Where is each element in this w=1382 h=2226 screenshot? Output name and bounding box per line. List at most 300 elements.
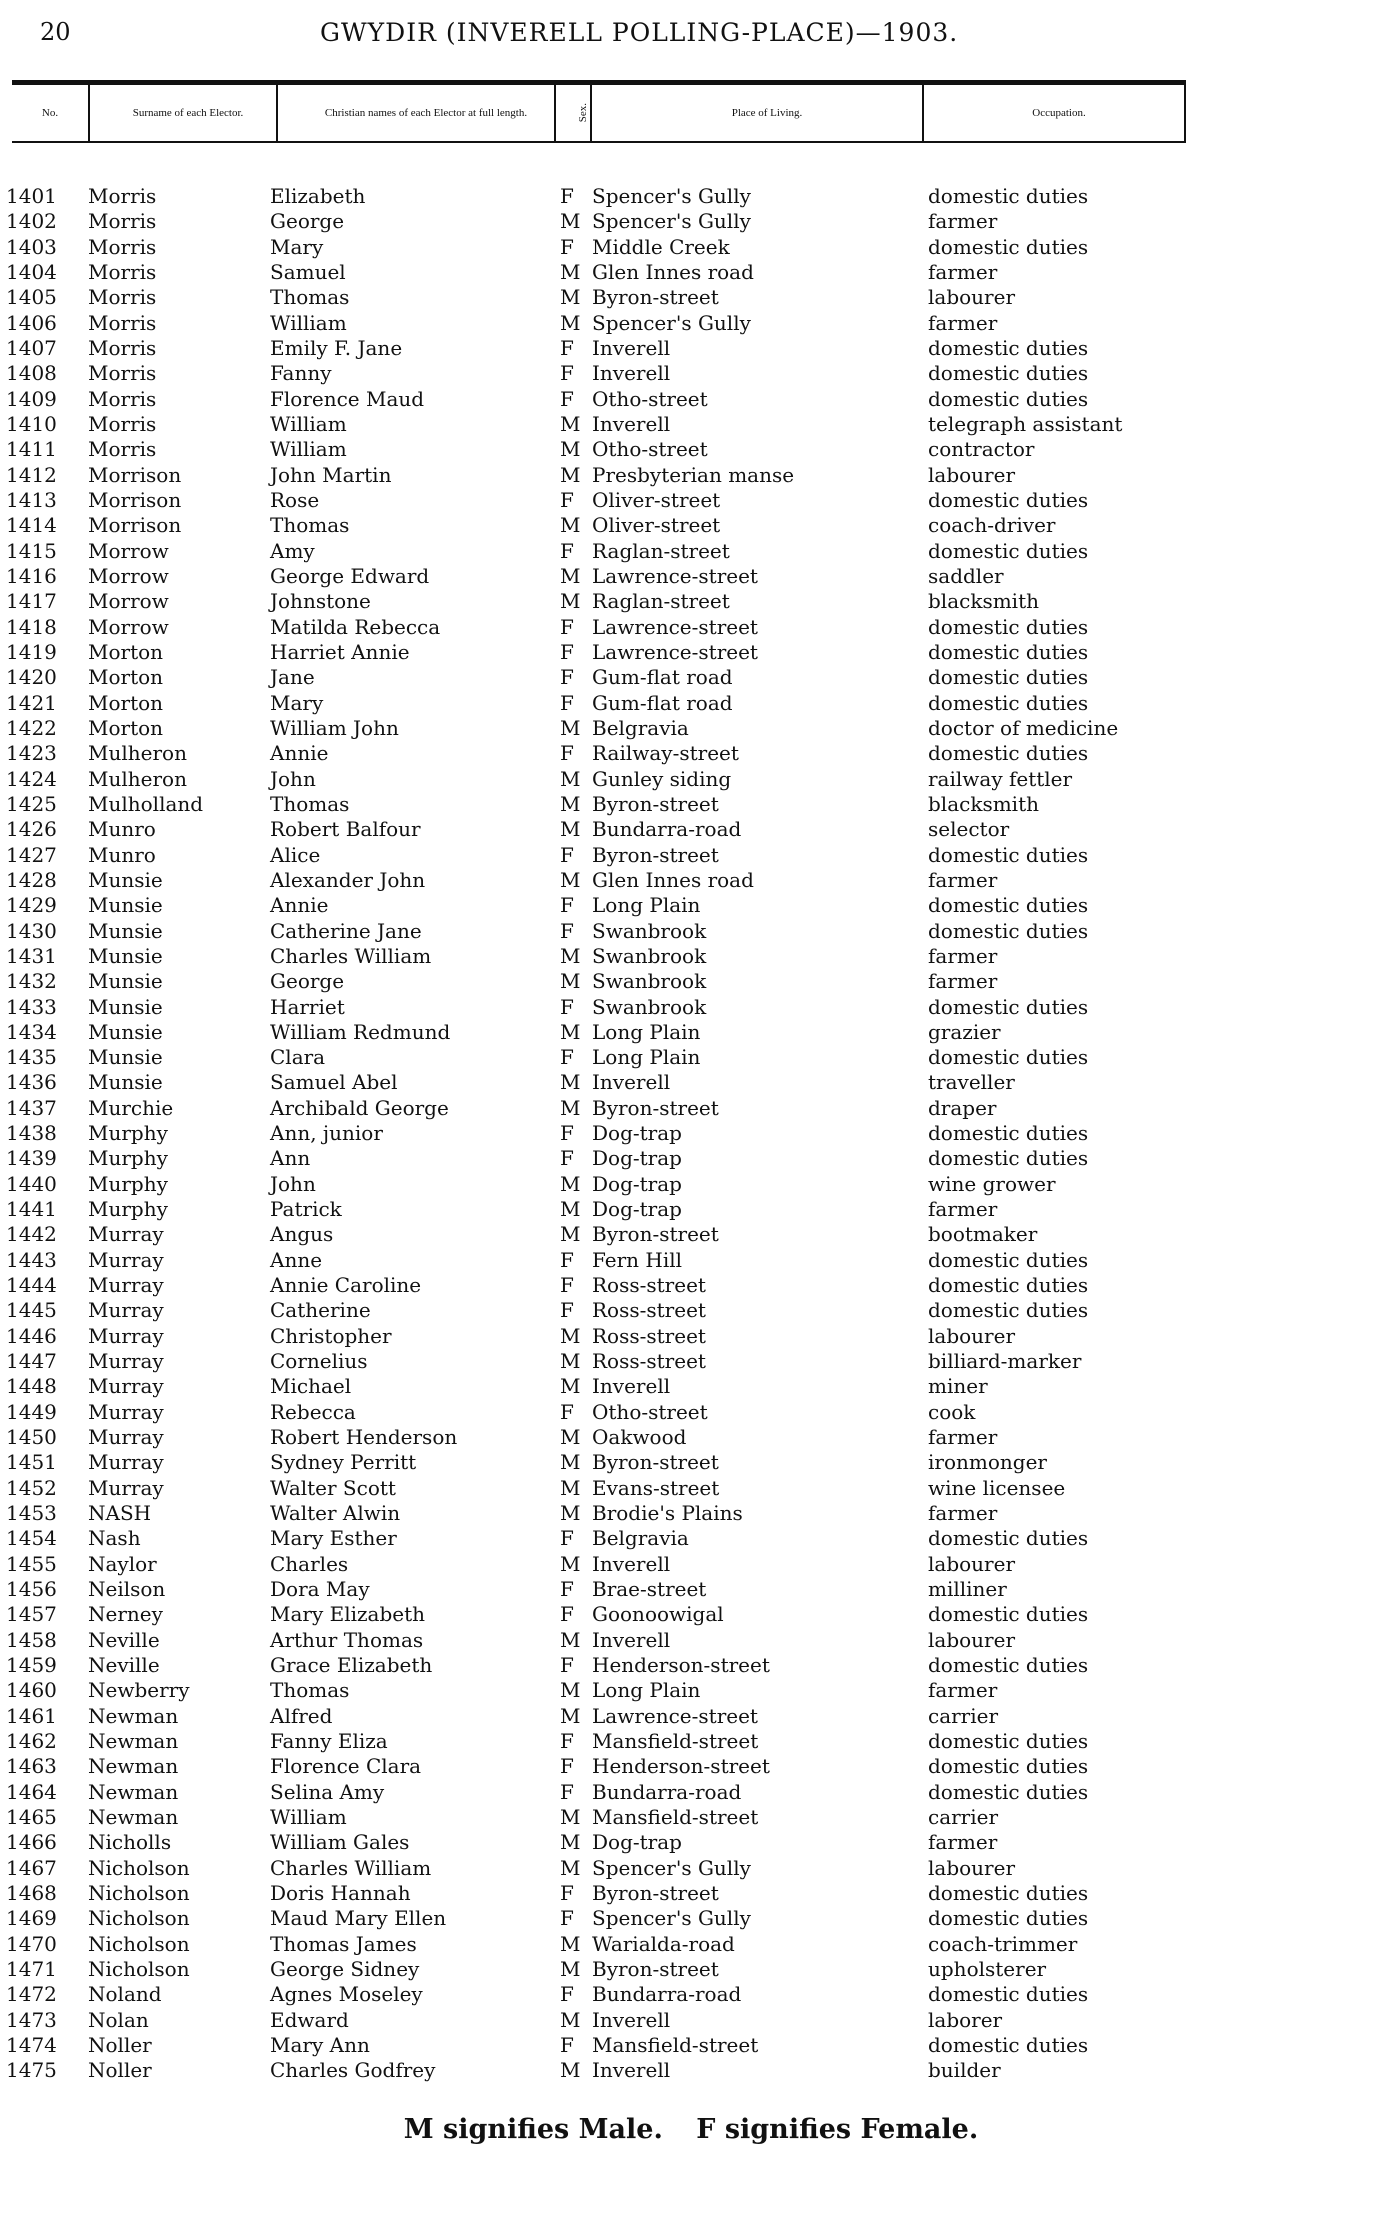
elector-christian-names: Thomas	[270, 791, 350, 816]
elector-place-of-living: Dog-trap	[592, 1146, 682, 1171]
elector-place-of-living: Dog-trap	[592, 1121, 682, 1146]
elector-christian-names: Mary	[270, 690, 324, 715]
elector-surname: Morrison	[88, 513, 182, 538]
elector-christian-names: Rose	[270, 487, 320, 512]
elector-occupation: bootmaker	[928, 1222, 1038, 1247]
header-place: Place of Living.	[731, 106, 803, 119]
table-row	[0, 1628, 1382, 1653]
elector-number: 1449	[6, 1399, 57, 1424]
table-row	[0, 1096, 1382, 1121]
elector-sex: M	[560, 1703, 581, 1728]
elector-christian-names: William	[270, 411, 347, 436]
elector-surname: NASH	[88, 1501, 152, 1526]
elector-sex: F	[560, 1880, 574, 1905]
elector-place-of-living: Belgravia	[592, 1526, 689, 1551]
page-title: GWYDIR (INVERELL POLLING-PLACE)—1903.	[320, 18, 959, 47]
elector-place-of-living: Fern Hill	[592, 1247, 683, 1272]
elector-christian-names: William Gales	[270, 1830, 410, 1855]
elector-place-of-living: Byron-street	[592, 1095, 719, 1120]
table-row	[0, 1349, 1382, 1374]
elector-sex: F	[560, 665, 574, 690]
elector-surname: Newman	[88, 1779, 179, 1804]
table-row	[0, 1704, 1382, 1729]
table-row	[0, 488, 1382, 513]
table-row	[0, 691, 1382, 716]
elector-surname: Munsie	[88, 1070, 163, 1095]
elector-number: 1415	[6, 538, 57, 563]
elector-christian-names: Walter Scott	[270, 1475, 396, 1500]
elector-sex: M	[560, 1830, 581, 1855]
elector-sex: F	[560, 1298, 574, 1323]
elector-number: 1419	[6, 639, 57, 664]
elector-christian-names: George	[270, 969, 345, 994]
elector-christian-names: Fanny	[270, 361, 332, 386]
elector-christian-names: Mary	[270, 234, 324, 259]
elector-surname: Murray	[88, 1374, 164, 1399]
elector-place-of-living: Brae-street	[592, 1577, 707, 1602]
table-row	[0, 1121, 1382, 1146]
table-row	[0, 741, 1382, 766]
elector-sex: M	[560, 2058, 581, 2083]
elector-occupation: domestic duties	[928, 184, 1089, 208]
elector-number: 1463	[6, 1754, 57, 1779]
elector-place-of-living: Lawrence-street	[592, 563, 758, 588]
elector-place-of-living: Inverell	[592, 2007, 671, 2032]
elector-sex: F	[560, 2032, 574, 2057]
elector-place-of-living: Goonoowigal	[592, 1602, 724, 1627]
elector-number: 1469	[6, 1906, 57, 1931]
elector-occupation: farmer	[928, 1197, 998, 1222]
elector-number: 1447	[6, 1349, 57, 1374]
elector-christian-names: Mary Elizabeth	[270, 1602, 426, 1627]
elector-christian-names: William	[270, 310, 347, 335]
table-row	[0, 463, 1382, 488]
elector-number: 1471	[6, 1956, 57, 1981]
table-row	[0, 1501, 1382, 1526]
elector-surname: Newman	[88, 1754, 179, 1779]
table-row	[0, 1248, 1382, 1273]
elector-sex: M	[560, 1501, 581, 1526]
elector-surname: Nicholson	[88, 1880, 190, 1905]
elector-surname: Murphy	[88, 1121, 168, 1146]
table-row	[0, 311, 1382, 336]
elector-occupation: blacksmith	[928, 791, 1039, 816]
elector-number: 1428	[6, 867, 57, 892]
elector-sex: M	[560, 1019, 581, 1044]
elector-surname: Morris	[88, 234, 157, 259]
elector-occupation: domestic duties	[928, 994, 1089, 1019]
elector-number: 1472	[6, 1982, 57, 2007]
elector-sex: F	[560, 184, 574, 208]
elector-number: 1426	[6, 817, 57, 842]
elector-number: 1403	[6, 234, 57, 259]
elector-christian-names: Doris Hannah	[270, 1880, 411, 1905]
elector-surname: Nicholls	[88, 1830, 172, 1855]
elector-occupation: domestic duties	[928, 1121, 1089, 1146]
elector-sex: F	[560, 1577, 574, 1602]
elector-surname: Munsie	[88, 893, 163, 918]
elector-surname: Munsie	[88, 969, 163, 994]
elector-occupation: farmer	[928, 943, 998, 968]
elector-place-of-living: Byron-street	[592, 1880, 719, 1905]
elector-place-of-living: Raglan-street	[592, 589, 730, 614]
elector-sex: M	[560, 1349, 581, 1374]
elector-sex: M	[560, 1551, 581, 1576]
elector-sex: F	[560, 335, 574, 360]
elector-occupation: labourer	[928, 1627, 1016, 1652]
elector-place-of-living: Inverell	[592, 1627, 671, 1652]
elector-place-of-living: Swanbrook	[592, 969, 707, 994]
elector-sex: F	[560, 1273, 574, 1298]
elector-place-of-living: Inverell	[592, 361, 671, 386]
elector-occupation: miner	[928, 1374, 988, 1399]
elector-sex: F	[560, 361, 574, 386]
elector-surname: Newman	[88, 1703, 179, 1728]
elector-place-of-living: Lawrence-street	[592, 639, 758, 664]
elector-occupation: farmer	[928, 1678, 998, 1703]
elector-christian-names: Harriet	[270, 994, 345, 1019]
elector-surname: Noland	[88, 1982, 162, 2007]
elector-christian-names: William	[270, 437, 347, 462]
elector-sex: M	[560, 715, 581, 740]
table-row	[0, 1324, 1382, 1349]
elector-number: 1410	[6, 411, 57, 436]
elector-occupation: farmer	[928, 1425, 998, 1450]
header-sex	[566, 85, 600, 141]
elector-surname: Munro	[88, 817, 156, 842]
elector-sex: M	[560, 2007, 581, 2032]
table-row	[0, 513, 1382, 538]
page-number: 20	[40, 18, 71, 46]
elector-number: 1456	[6, 1577, 57, 1602]
elector-sex: F	[560, 1526, 574, 1551]
elector-surname: Morton	[88, 639, 164, 664]
elector-surname: Morris	[88, 361, 157, 386]
elector-sex: M	[560, 1374, 581, 1399]
elector-occupation: domestic duties	[928, 1247, 1089, 1272]
header-divider	[88, 85, 90, 141]
elector-surname: Newman	[88, 1805, 179, 1829]
elector-place-of-living: Evans-street	[592, 1475, 720, 1500]
elector-place-of-living: Mansfield-street	[592, 1729, 759, 1754]
elector-sex: F	[560, 842, 574, 867]
elector-place-of-living: Dog-trap	[592, 1197, 682, 1222]
elector-occupation: domestic duties	[928, 1653, 1089, 1678]
table-row	[0, 843, 1382, 868]
elector-sex: M	[560, 1931, 581, 1956]
elector-number: 1420	[6, 665, 57, 690]
table-row	[0, 1729, 1382, 1754]
table-row	[0, 1197, 1382, 1222]
elector-christian-names: Florence Maud	[270, 386, 425, 411]
elector-place-of-living: Inverell	[592, 1374, 671, 1399]
elector-christian-names: Harriet Annie	[270, 639, 410, 664]
elector-christian-names: John Martin	[270, 462, 392, 487]
elector-surname: Morris	[88, 386, 157, 411]
elector-surname: Morton	[88, 665, 164, 690]
elector-number: 1438	[6, 1121, 57, 1146]
table-row	[0, 2008, 1382, 2033]
elector-number: 1407	[6, 335, 57, 360]
header-occupation: Occupation.	[1032, 106, 1086, 119]
elector-surname: Morris	[88, 411, 157, 436]
elector-place-of-living: Otho-street	[592, 1399, 708, 1424]
elector-surname: Morris	[88, 437, 157, 462]
elector-sex: F	[560, 1247, 574, 1272]
elector-place-of-living: Gunley siding	[592, 766, 732, 791]
elector-occupation: farmer	[928, 867, 998, 892]
table-row	[0, 235, 1382, 260]
elector-christian-names: Thomas	[270, 1678, 350, 1703]
table-row	[0, 2033, 1382, 2058]
table-row	[0, 564, 1382, 589]
elector-place-of-living: Warialda-road	[592, 1931, 735, 1956]
elector-occupation: wine licensee	[928, 1475, 1066, 1500]
elector-sex: M	[560, 1197, 581, 1222]
table-row	[0, 209, 1382, 234]
elector-christian-names: Annie	[270, 741, 329, 766]
elector-place-of-living: Mansfield-street	[592, 2032, 759, 2057]
elector-surname: Nolan	[88, 2007, 149, 2032]
table-row	[0, 767, 1382, 792]
elector-place-of-living: Oliver-street	[592, 513, 721, 538]
elector-place-of-living: Brodie's Plains	[592, 1501, 743, 1526]
elector-number: 1425	[6, 791, 57, 816]
elector-number: 1457	[6, 1602, 57, 1627]
table-row	[0, 412, 1382, 437]
elector-sex: F	[560, 487, 574, 512]
elector-sex: M	[560, 817, 581, 842]
elector-occupation: farmer	[928, 1830, 998, 1855]
table-row	[0, 1374, 1382, 1399]
elector-sex: F	[560, 538, 574, 563]
table-row	[0, 615, 1382, 640]
elector-sex: F	[560, 1146, 574, 1171]
elector-number: 1467	[6, 1855, 57, 1880]
elector-sex: F	[560, 1121, 574, 1146]
elector-surname: Newman	[88, 1729, 179, 1754]
elector-christian-names: Mary Esther	[270, 1526, 397, 1551]
elector-occupation: domestic duties	[928, 893, 1089, 918]
table-row	[0, 1476, 1382, 1501]
elector-sex: M	[560, 310, 581, 335]
elector-number: 1474	[6, 2032, 57, 2057]
elector-christian-names: Jane	[270, 665, 315, 690]
elector-number: 1468	[6, 1880, 57, 1905]
elector-occupation: domestic duties	[928, 741, 1089, 766]
elector-number: 1462	[6, 1729, 57, 1754]
elector-christian-names: Michael	[270, 1374, 352, 1399]
elector-sex: M	[560, 867, 581, 892]
elector-occupation: carrier	[928, 1703, 999, 1728]
elector-number: 1434	[6, 1019, 57, 1044]
elector-occupation: labourer	[928, 1855, 1016, 1880]
elector-occupation: domestic duties	[928, 1273, 1089, 1298]
elector-sex: F	[560, 1399, 574, 1424]
elector-christian-names: Matilda Rebecca	[270, 614, 441, 639]
elector-place-of-living: Spencer's Gully	[592, 209, 751, 234]
elector-sex: M	[560, 1095, 581, 1120]
table-row	[0, 1425, 1382, 1450]
elector-place-of-living: Byron-street	[592, 842, 719, 867]
elector-sex: F	[560, 994, 574, 1019]
elector-sex: F	[560, 1653, 574, 1678]
elector-sex: M	[560, 1323, 581, 1348]
elector-sex: M	[560, 1805, 581, 1829]
elector-christian-names: Robert Balfour	[270, 817, 421, 842]
elector-sex: F	[560, 639, 574, 664]
elector-christian-names: Patrick	[270, 1197, 342, 1222]
elector-number: 1454	[6, 1526, 57, 1551]
table-row	[0, 1222, 1382, 1247]
elector-sex: F	[560, 234, 574, 259]
elector-christian-names: Alfred	[270, 1703, 333, 1728]
elector-sex: F	[560, 1779, 574, 1804]
elector-surname: Murray	[88, 1273, 164, 1298]
elector-sex: M	[560, 462, 581, 487]
elector-surname: Murray	[88, 1475, 164, 1500]
elector-place-of-living: Ross-street	[592, 1298, 706, 1323]
elector-christian-names: Ann, junior	[270, 1121, 383, 1146]
table-row	[0, 1070, 1382, 1095]
elector-surname: Murphy	[88, 1197, 168, 1222]
elector-christian-names: William	[270, 1805, 347, 1829]
elector-surname: Murray	[88, 1298, 164, 1323]
elector-occupation: domestic duties	[928, 1729, 1089, 1754]
footer-legend	[0, 2114, 1382, 2145]
table-row	[0, 1957, 1382, 1982]
elector-christian-names: Florence Clara	[270, 1754, 422, 1779]
elector-occupation: draper	[928, 1095, 997, 1120]
elector-sex: M	[560, 943, 581, 968]
elector-surname: Morrison	[88, 462, 182, 487]
elector-sex: M	[560, 1678, 581, 1703]
header-christian-names: Christian names of each Elector at full length.	[324, 106, 528, 119]
elector-place-of-living: Inverell	[592, 1551, 671, 1576]
elector-surname: Munsie	[88, 1019, 163, 1044]
elector-surname: Murray	[88, 1450, 164, 1475]
table-row	[0, 1754, 1382, 1779]
elector-occupation: blacksmith	[928, 589, 1039, 614]
elector-surname: Munsie	[88, 994, 163, 1019]
elector-christian-names: Robert Henderson	[270, 1425, 458, 1450]
elector-occupation: labourer	[928, 1551, 1016, 1576]
elector-christian-names: Thomas	[270, 285, 350, 310]
elector-occupation: coach-trimmer	[928, 1931, 1078, 1956]
elector-number: 1470	[6, 1931, 57, 1956]
elector-sex: M	[560, 285, 581, 310]
table-row	[0, 1045, 1382, 1070]
elector-sex: M	[560, 1425, 581, 1450]
elector-occupation: farmer	[928, 310, 998, 335]
elector-sex: F	[560, 1754, 574, 1779]
elector-christian-names: William Redmund	[270, 1019, 451, 1044]
elector-sex: F	[560, 386, 574, 411]
elector-surname: Munsie	[88, 1045, 163, 1070]
elector-christian-names: Maud Mary Ellen	[270, 1906, 447, 1931]
elector-occupation: domestic duties	[928, 1526, 1089, 1551]
elector-surname: Naylor	[88, 1551, 157, 1576]
table-row	[0, 589, 1382, 614]
elector-number: 1444	[6, 1273, 57, 1298]
elector-sex: F	[560, 893, 574, 918]
elector-surname: Murray	[88, 1247, 164, 1272]
table-row	[0, 792, 1382, 817]
elector-number: 1421	[6, 690, 57, 715]
table-row	[0, 665, 1382, 690]
elector-christian-names: Edward	[270, 2007, 349, 2032]
elector-sex: M	[560, 1070, 581, 1095]
elector-surname: Noller	[88, 2058, 152, 2083]
elector-place-of-living: Middle Creek	[592, 234, 730, 259]
elector-surname: Murphy	[88, 1171, 168, 1196]
elector-number: 1416	[6, 563, 57, 588]
elector-number: 1424	[6, 766, 57, 791]
elector-surname: Neville	[88, 1627, 160, 1652]
elector-surname: Nash	[88, 1526, 141, 1551]
table-row	[0, 995, 1382, 1020]
elector-sex: M	[560, 1475, 581, 1500]
elector-surname: Munsie	[88, 867, 163, 892]
elector-occupation: farmer	[928, 209, 998, 234]
elector-occupation: traveller	[928, 1070, 1015, 1095]
elector-occupation: telegraph assistant	[928, 411, 1123, 436]
elector-occupation: upholsterer	[928, 1956, 1047, 1981]
elector-christian-names: Ann	[270, 1146, 311, 1171]
elector-number: 1439	[6, 1146, 57, 1171]
elector-occupation: domestic duties	[928, 665, 1089, 690]
elector-place-of-living: Gum-flat road	[592, 690, 733, 715]
elector-occupation: domestic duties	[928, 2032, 1089, 2057]
elector-christian-names: Catherine	[270, 1298, 371, 1323]
elector-surname: Morris	[88, 310, 157, 335]
elector-sex: M	[560, 589, 581, 614]
elector-surname: Morrow	[88, 563, 169, 588]
elector-sex: M	[560, 1171, 581, 1196]
elector-sex: M	[560, 437, 581, 462]
elector-place-of-living: Swanbrook	[592, 943, 707, 968]
elector-surname: Neilson	[88, 1577, 166, 1602]
elector-christian-names: Samuel Abel	[270, 1070, 398, 1095]
table-row	[0, 1020, 1382, 1045]
elector-occupation: domestic duties	[928, 1779, 1089, 1804]
elector-occupation: domestic duties	[928, 234, 1089, 259]
elector-christian-names: Dora May	[270, 1577, 370, 1602]
elector-surname: Morris	[88, 184, 157, 208]
elector-occupation: farmer	[928, 1501, 998, 1526]
elector-sex: M	[560, 1450, 581, 1475]
elector-christian-names: Anne	[270, 1247, 323, 1272]
elector-place-of-living: Glen Innes road	[592, 867, 754, 892]
elector-sex: M	[560, 563, 581, 588]
table-row	[0, 1653, 1382, 1678]
elector-number: 1440	[6, 1171, 57, 1196]
elector-surname: Morris	[88, 285, 157, 310]
elector-place-of-living: Bundarra-road	[592, 1982, 742, 2007]
elector-surname: Murray	[88, 1399, 164, 1424]
elector-place-of-living: Mansfield-street	[592, 1805, 759, 1829]
header-divider	[922, 85, 924, 141]
elector-surname: Morrow	[88, 589, 169, 614]
elector-surname: Morton	[88, 715, 164, 740]
elector-place-of-living: Inverell	[592, 335, 671, 360]
elector-occupation: domestic duties	[928, 1298, 1089, 1323]
table-row	[0, 1450, 1382, 1475]
elector-occupation: wine grower	[928, 1171, 1056, 1196]
table-row	[0, 285, 1382, 310]
elector-surname: Morris	[88, 259, 157, 284]
elector-surname: Nicholson	[88, 1855, 190, 1880]
